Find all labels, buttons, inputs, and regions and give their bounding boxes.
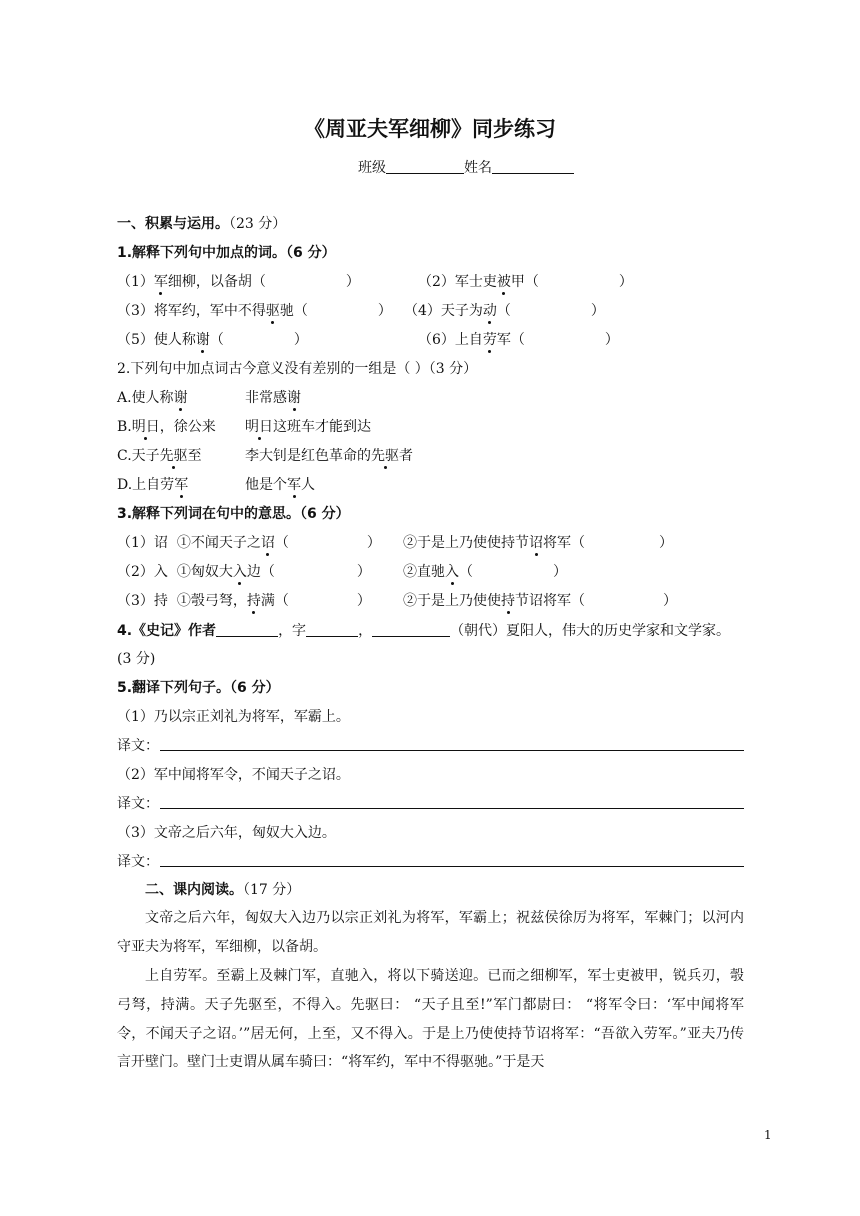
page-title: 《周亚夫军细柳》同步练习 xyxy=(304,117,556,141)
dotted-word: 谢 xyxy=(195,332,210,348)
passage-paragraph-2: 上自劳军。至霸上及棘门军，直驰入，将以下骑送迎。已而之细柳军，军士吏被甲，锐兵刃，彀弓弩，持满。天子先驱至，不得入。先驱曰： “天子且至!”军门都尉曰： “将军令曰：‘军中闻将军令，不闻天子之诏。’”居无何，上至，又不得入。于是上乃使使持节诏将军：“吾欲入劳军。”亚夫乃传言开壁门。壁门士吏谓从属车骑曰：“将军约，军中不得驱驰。”于是天 xyxy=(117,968,744,1071)
q1-stem: 1.解释下列句中加点的词。（6 分） xyxy=(117,245,336,261)
translation-label: 译文： xyxy=(117,854,159,870)
section-1-heading xyxy=(117,215,286,233)
q3-row-2-s1: （2）入 ①匈奴大入边（ ） xyxy=(117,564,371,580)
section-2-heading xyxy=(145,881,300,899)
q2-option-a[interactable]: A.使人称谢 xyxy=(117,390,188,406)
dotted-word: 被 xyxy=(496,274,511,290)
translation-line-1[interactable] xyxy=(160,750,744,751)
section-1-score: （23 分） xyxy=(229,216,287,232)
q1-item-3: （3）将军约，军中不得驱驰（ ） xyxy=(117,303,392,319)
q3-row-3-s1: （3）持 ①彀弓弩，持满（ ） xyxy=(117,593,371,609)
q1-item-1: （1）军细柳，以备胡（ ） xyxy=(117,274,360,290)
q4-blank-courtesy-name[interactable] xyxy=(306,621,358,637)
q5-sentence-2: （2）军中闻将军令，不闻天子之诏。 xyxy=(117,767,350,783)
q2-option-d-modern: 他是个军人 xyxy=(245,477,315,493)
q3-row-3-s2: ②于是上乃使使持节诏将军（ ） xyxy=(403,593,677,609)
q2-option-a-modern: 非常感谢 xyxy=(245,390,301,406)
dotted-word: 驱 xyxy=(265,303,280,319)
q2-option-b-modern: 明日这班车才能到达 xyxy=(245,419,371,435)
name-blank[interactable] xyxy=(492,158,574,174)
q3-row-1-s1: （1）诏 ①不闻天子之诏（ ） xyxy=(117,535,381,551)
class-blank[interactable] xyxy=(386,158,464,174)
q5-sentence-3: （3）文帝之后六年，匈奴大入边。 xyxy=(117,825,336,841)
passage-paragraph-1: 文帝之后六年，匈奴大入边乃以宗正刘礼为将军，军霸上；祝兹侯徐厉为将军，军棘门；以河内守亚夫为将军，军细柳，以备胡。 xyxy=(117,910,744,955)
name-label: 姓名 xyxy=(464,160,492,176)
q5-stem: 5.翻译下列句子。（6 分） xyxy=(117,680,280,696)
q3-stem: 3.解释下列词在句中的意思。（6 分） xyxy=(117,506,350,522)
translation-line-2[interactable] xyxy=(160,808,744,809)
q2-option-b[interactable]: B.明日，徐公来 xyxy=(117,419,216,435)
translation-line-3[interactable] xyxy=(160,866,744,867)
page-number: 1 xyxy=(764,1128,772,1142)
q4-blank-author[interactable] xyxy=(216,621,278,637)
q1-item-6: （6）上自劳军（ ） xyxy=(418,332,619,348)
dotted-word: 军 xyxy=(153,274,168,290)
q1-item-5: （5）使人称谢（ ） xyxy=(117,332,308,348)
section-2-title: 二、课内阅读。 xyxy=(145,882,243,898)
q3-row-1-s2: ②于是上乃使使持节诏将军（ ） xyxy=(403,535,673,551)
class-label: 班级 xyxy=(358,160,386,176)
section-2-score: （17 分） xyxy=(243,882,301,898)
q4-line: 4.《史记》作者 ，字 ， （朝代）夏阳人，伟大的历史学家和文学家。 xyxy=(117,623,731,639)
q3-row-2-s2: ②直驰入（ ） xyxy=(403,564,567,580)
translation-label: 译文： xyxy=(117,796,159,812)
q2-stem: 2.下列句中加点词古今意义没有差别的一组是（ ）（3 分） xyxy=(117,361,478,377)
dotted-word: 动 xyxy=(482,303,497,319)
dotted-word: 劳 xyxy=(482,332,497,348)
q2-option-c-modern: 李大钊是红色革命的先驱者 xyxy=(245,448,413,464)
q2-option-c[interactable]: C.天子先驱至 xyxy=(117,448,202,464)
q5-sentence-1: （1）乃以宗正刘礼为将军，军霸上。 xyxy=(117,709,350,725)
translation-label: 译文： xyxy=(117,738,159,754)
q4-blank-dynasty[interactable] xyxy=(372,621,450,637)
class-name-line xyxy=(358,157,574,177)
q1-item-4: （4）天子为动（ ） xyxy=(404,303,605,319)
section-1-title: 一、积累与运用。 xyxy=(117,216,229,232)
q2-option-d[interactable]: D.上自劳军 xyxy=(117,477,189,493)
q1-item-2: （2）军士吏被甲（ ） xyxy=(418,274,633,290)
q4-score: (3 分) xyxy=(117,651,156,667)
